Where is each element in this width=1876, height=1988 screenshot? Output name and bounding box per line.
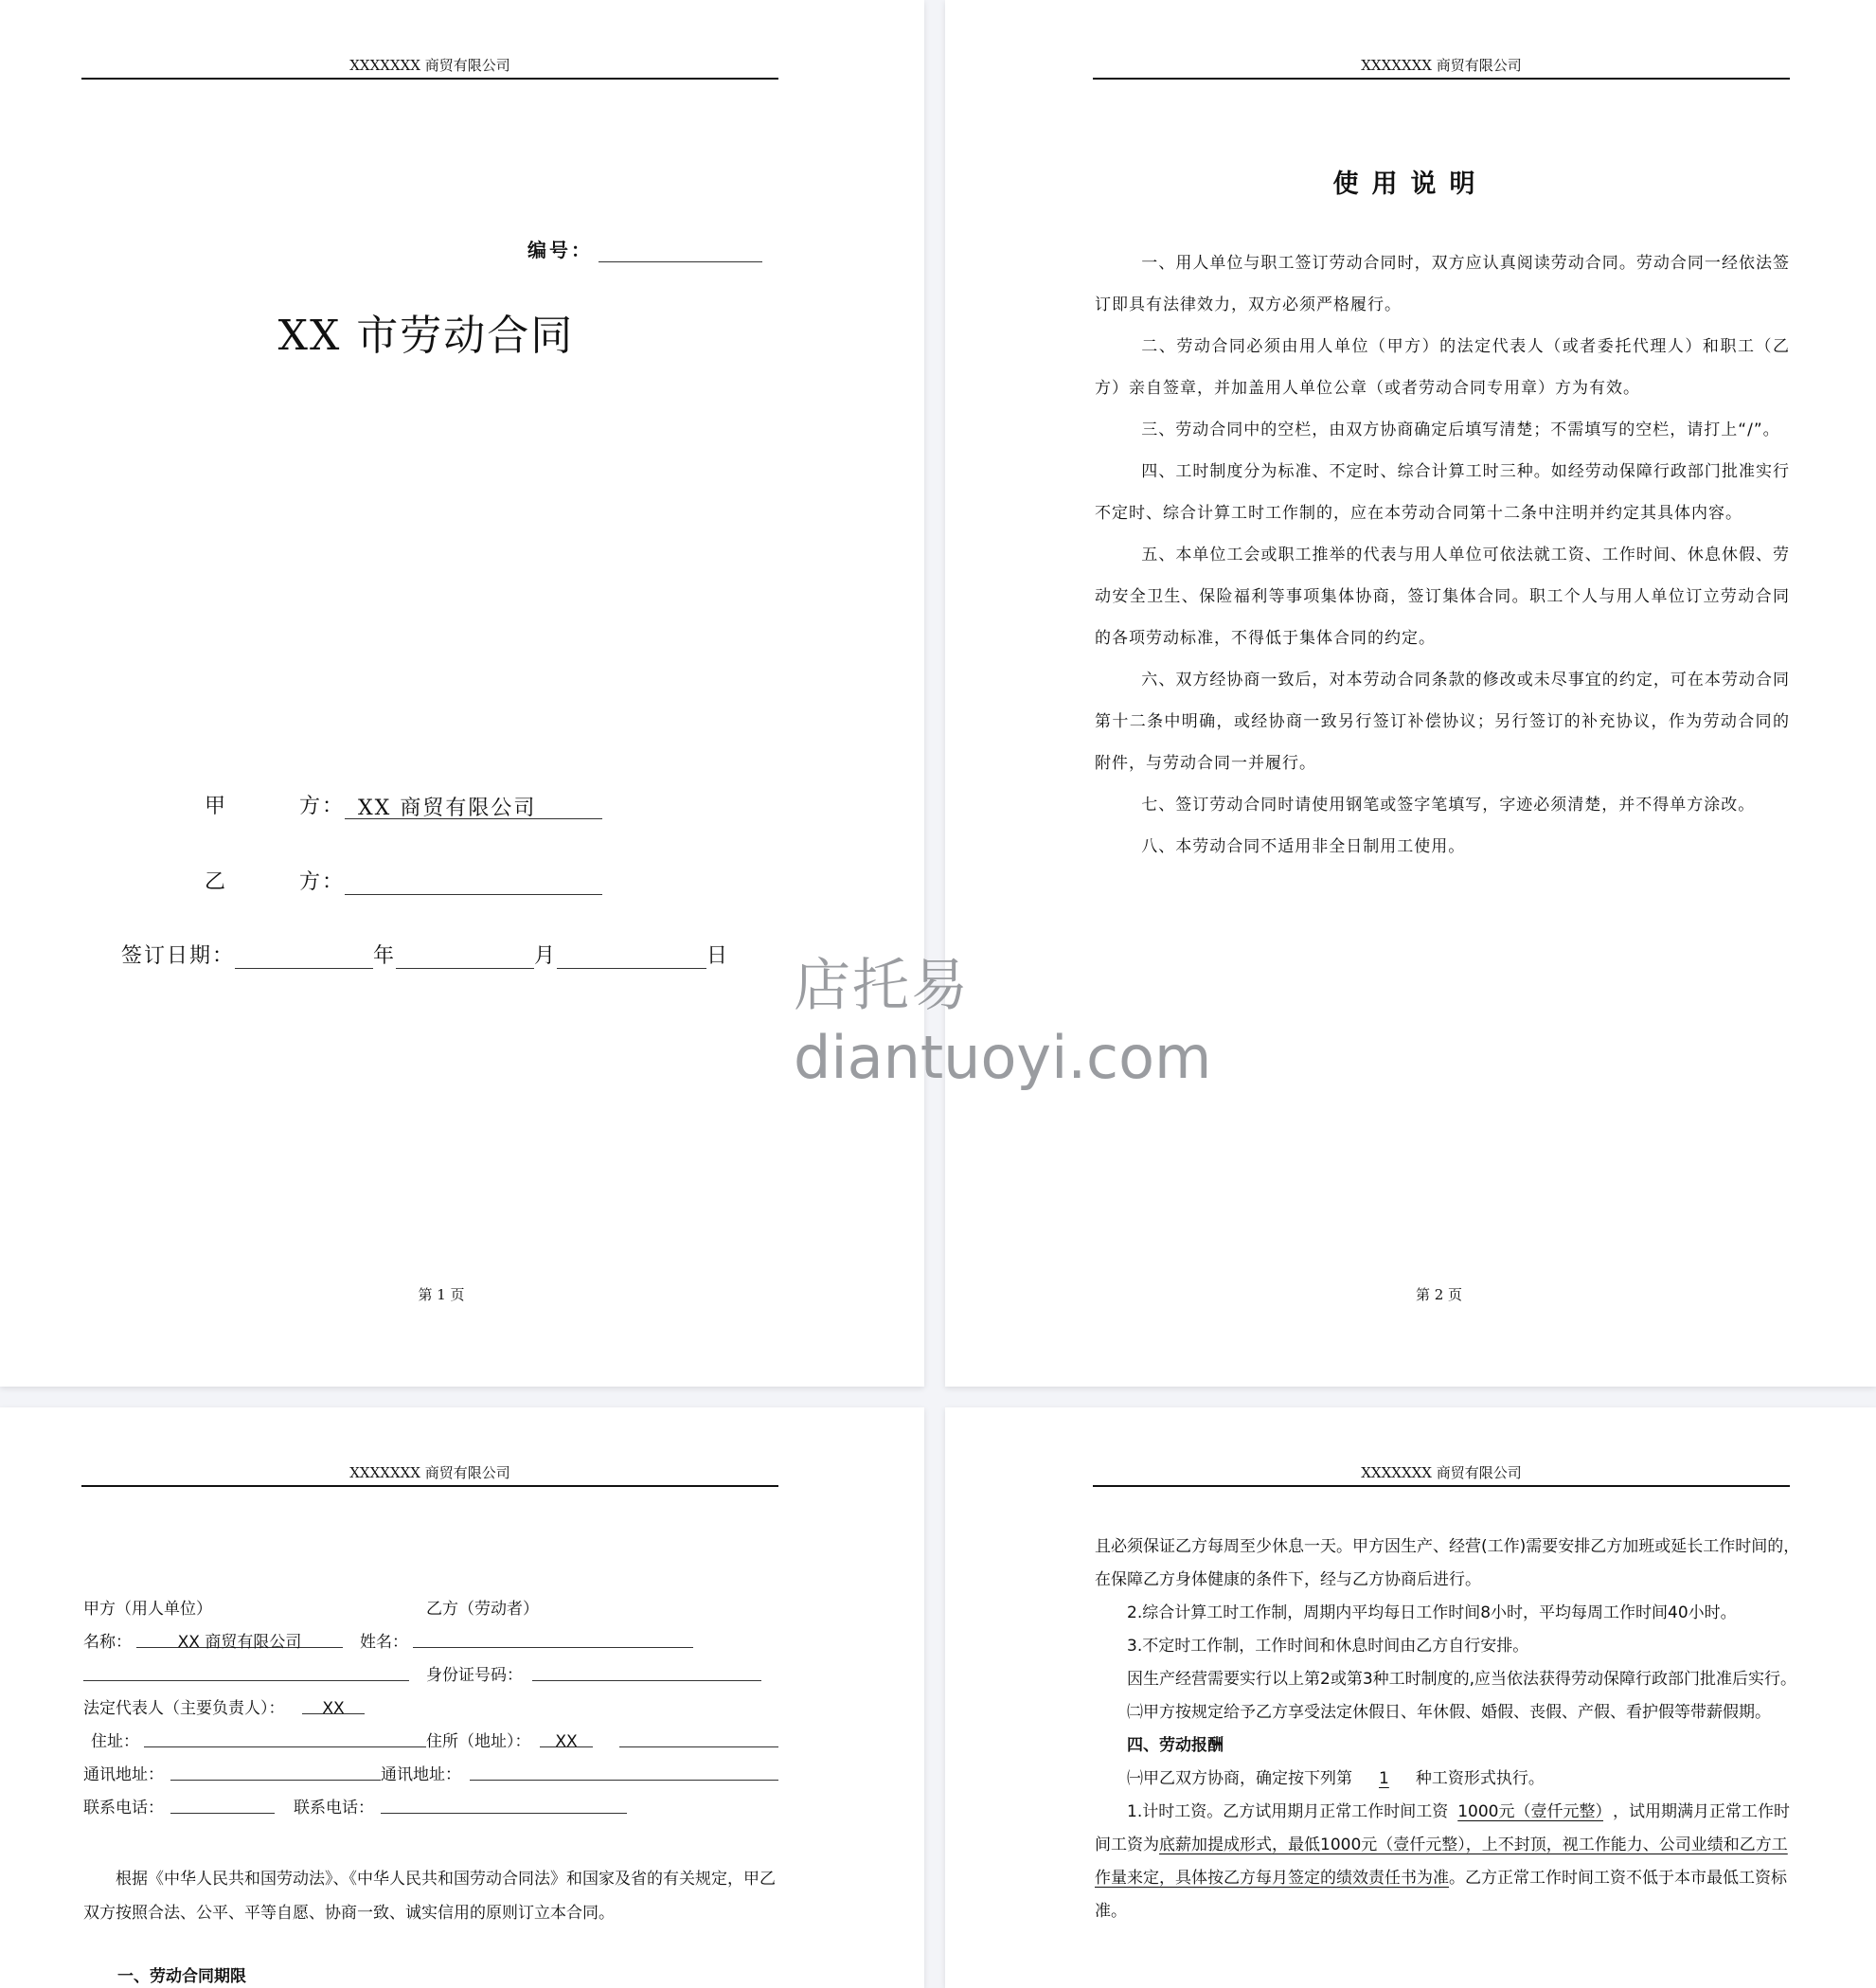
company-name-value[interactable]: XX 商贸有限公司 (136, 1626, 343, 1648)
month-label: 月 (534, 944, 558, 968)
legal-rep-label: 法定代表人（主要负责人）： (83, 1699, 285, 1718)
form-row-id (83, 1659, 780, 1692)
instruction-item: 五、本单位工会或职工推举的代表与用人单位可依法就工资、工作时间、休息休假、劳动安全卫生、保险福利等事项集体协商，签订集体合同。职工个人与用人单位订立劳动合同的各项劳动标准，不得低于集体合同的约定。 (1095, 546, 1790, 648)
page-number: 第 1 页 (418, 1286, 465, 1303)
page-4 (945, 1407, 1876, 1988)
person-name-label: 姓名： (360, 1633, 408, 1652)
address-label: 住址： (91, 1732, 139, 1751)
instruction-item: 二、劳动合同必须由用人单位（甲方）的法定代表人（或者委托代理人）和职工（乙方）亲自签章，并加盖用人单位公章（或者劳动合同专用章）方为有效。 (1095, 337, 1790, 398)
form-row-name (83, 1626, 780, 1659)
company-name-label: 名称： (83, 1633, 132, 1652)
contract-number-field (527, 235, 762, 262)
form-row-headings (83, 1593, 780, 1626)
person-name-blank[interactable] (413, 1626, 693, 1648)
sign-year-blank[interactable] (235, 941, 373, 969)
party-b-label-2: 方： (299, 870, 346, 894)
party-a-extra-blank[interactable] (83, 1659, 409, 1681)
page-number: 第 2 页 (1415, 1286, 1463, 1303)
mail-address-blank-a[interactable] (170, 1759, 381, 1781)
instruction-item: 一、用人单位与职工签订劳动合同时，双方应认真阅读劳动合同。劳动合同一经依法签订即具有法律效力，双方必须严格履行。 (1095, 254, 1790, 314)
probation-wage-value[interactable]: 1000元（壹仟元整） (1457, 1802, 1603, 1821)
paragraph-hourly-wage (1095, 1796, 1801, 1928)
text: ㈠甲乙双方协商，确定按下列第 (1127, 1769, 1352, 1788)
sign-month-blank[interactable] (396, 941, 534, 969)
page-3 (0, 1407, 924, 1988)
paragraph: 且必须保证乙方每周至少休息一天。甲方因生产、经营(工作)需要安排乙方加班或延长工作时间的，在保障乙方身体健康的条件下，经与乙方协商后进行。 (1095, 1537, 1800, 1589)
party-a-label-2: 方： (299, 795, 346, 818)
address-blank[interactable] (144, 1726, 426, 1747)
sign-date-row (121, 940, 729, 969)
sign-day-blank[interactable] (557, 941, 706, 969)
residence-value[interactable]: XX (540, 1726, 593, 1747)
instruction-item: 八、本劳动合同不适用非全日制用工使用。 (1141, 837, 1466, 856)
party-b-heading: 乙方（劳动者） (426, 1600, 539, 1619)
page-header: XXXXXXX 商贸有限公司 (81, 55, 778, 80)
page-header: XXXXXXX 商贸有限公司 (1093, 1462, 1790, 1487)
contract-number-blank[interactable] (599, 239, 762, 262)
regular-wage-value[interactable]: 底薪加提成形式，最低1000元（壹仟元整），上不封顶，视工作能力、公司业绩和乙方工作量来定，具体按乙方每月签定的绩效责任书为准 (1095, 1836, 1788, 1888)
watermark (794, 952, 1211, 1096)
party-b-label-1: 乙 (205, 870, 228, 894)
day-label: 日 (706, 944, 730, 968)
wage-form-value[interactable]: 1 (1379, 1769, 1389, 1788)
page-2 (945, 0, 1876, 1387)
id-number-label: 身份证号码： (426, 1666, 523, 1685)
form-row-legal-rep (83, 1692, 780, 1726)
mail-address-label-b: 通讯地址： (381, 1765, 461, 1784)
page-header: XXXXXXX 商贸有限公司 (1093, 55, 1790, 80)
watermark-cn: 店托易 (794, 953, 970, 1019)
id-number-blank[interactable] (532, 1659, 761, 1681)
form-row-address (83, 1726, 780, 1759)
document-title: XX 市劳动合同 (277, 312, 575, 360)
party-a-label-1: 甲 (205, 795, 228, 818)
section-heading-remuneration: 四、劳动报酬 (1127, 1736, 1224, 1755)
legal-rep-value[interactable]: XX (302, 1692, 365, 1714)
form-row-phone (83, 1792, 780, 1825)
party-a-heading: 甲方（用人单位） (83, 1600, 212, 1619)
year-label: 年 (373, 944, 397, 968)
party-b-row (205, 866, 602, 895)
paragraph-wage-form (1095, 1763, 1801, 1796)
text: 。乙方正常工作时间工资不低于本市最低工资标准。 (1095, 1869, 1787, 1921)
mail-address-label-a: 通讯地址： (83, 1765, 164, 1784)
paragraph: 因生产经营需要实行以上第2或第3种工时制度的,应当依法获得劳动保障行政部门批准后实行。 (1127, 1670, 1797, 1689)
paragraph: 3.不定时工作制，工作时间和休息时间由乙方自行安排。 (1127, 1637, 1529, 1656)
text: 种工资形式执行。 (1415, 1769, 1545, 1788)
contract-number-label: 编号： (527, 239, 593, 261)
contract-body (1095, 1531, 1801, 1928)
instructions-title: 使用说明 (1332, 170, 1489, 199)
contract-intro (83, 1862, 780, 1930)
intro-paragraph: 根据《中华人民共和国劳动法》、《中华人民共和国劳动合同法》和国家及省的有关规定，甲乙双方按照合法、公平、平等自愿、协商一致、诚实信用的原则订立本合同。 (83, 1870, 776, 1923)
phone-label-b: 联系电话： (294, 1799, 374, 1818)
phone-blank-a[interactable] (170, 1792, 275, 1814)
mail-address-blank-b[interactable] (470, 1759, 778, 1781)
party-a-value[interactable]: XX 商贸有限公司 (345, 792, 602, 819)
form-row-mail (83, 1759, 780, 1792)
party-b-value[interactable] (345, 868, 602, 895)
text: 1.计时工资。乙方试用期月正常工作时间工资 (1127, 1802, 1449, 1821)
instructions-list (1095, 242, 1790, 868)
instruction-item: 六、双方经协商一致后，对本劳动合同条款的修改或未尽事宜的约定，可在本劳动合同第十二条中明确，或经协商一致另行签订补偿协议；另行签订的补充协议，作为劳动合同的附件，与劳动合同一并履行。 (1095, 671, 1790, 773)
sign-date-label: 签订日期： (121, 944, 236, 968)
paragraph: ㈡甲方按规定给予乙方享受法定休假日、年休假、婚假、丧假、产假、看护假等带薪假期。 (1127, 1703, 1771, 1722)
paragraph: 2.综合计算工时工作制，周期内平均每日工作时间8小时，平均每周工作时间40小时。 (1127, 1603, 1737, 1622)
section-heading-term: 一、劳动合同期限 (117, 1967, 246, 1986)
residence-label: 住所（地址）： (426, 1732, 531, 1751)
parties-form (83, 1593, 780, 1825)
watermark-en: diantuoyi.com (794, 1023, 1212, 1092)
phone-blank-b[interactable] (381, 1792, 627, 1814)
text: ，试用期满月正常工作时间工资为 (1095, 1802, 1790, 1854)
residence-extra-blank[interactable] (619, 1726, 778, 1747)
instruction-item: 四、工时制度分为标准、不定时、综合计算工时三种。如经劳动保障行政部门批准实行不定时、综合计算工时工作制的，应在本劳动合同第十二条中注明并约定其具体内容。 (1095, 462, 1790, 523)
page-header: XXXXXXX 商贸有限公司 (81, 1462, 778, 1487)
instruction-item: 三、劳动合同中的空栏，由双方协商确定后填写清楚；不需填写的空栏，请打上“/”。 (1141, 421, 1780, 439)
phone-label-a: 联系电话： (83, 1799, 164, 1818)
page-1 (0, 0, 924, 1387)
instruction-item: 七、签订劳动合同时请使用钢笔或签字笔填写，字迹必须清楚，并不得单方涂改。 (1141, 796, 1756, 815)
party-a-row (205, 790, 602, 819)
